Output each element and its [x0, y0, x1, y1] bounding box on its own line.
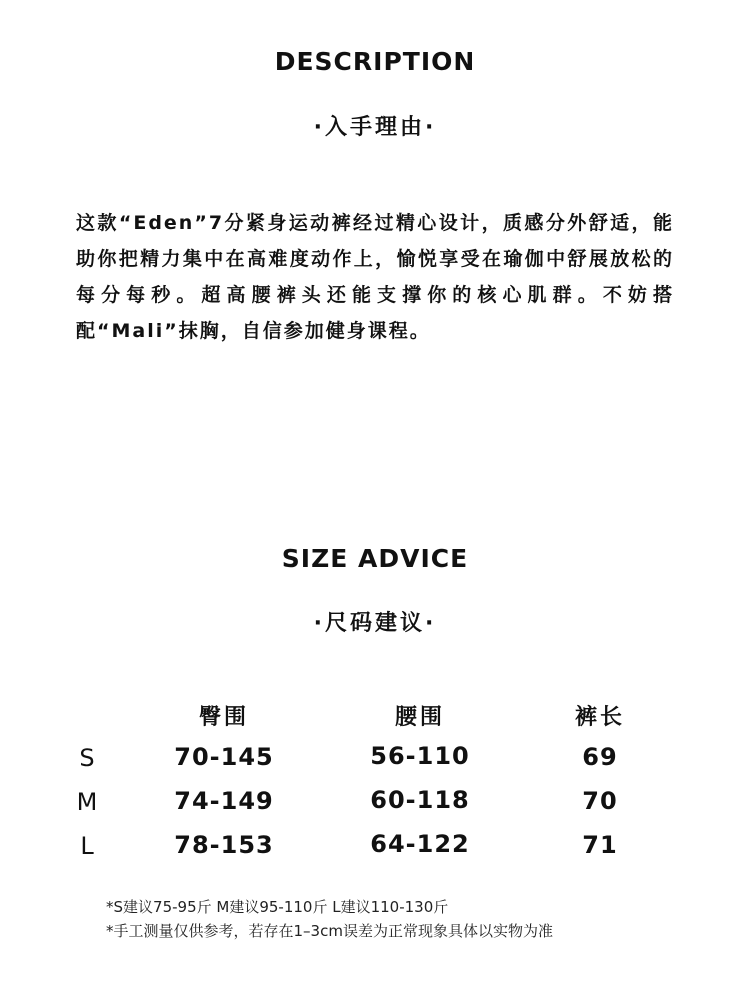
- description-subtitle: ·入手理由·: [313, 115, 437, 140]
- size-label-l: L: [80, 832, 94, 860]
- length-value-s: 69: [582, 743, 618, 771]
- size-label-m: M: [76, 788, 98, 816]
- description-body: 这款“Eden”7分紧身运动裤经过精心设计，质感分外舒适，能助你把精力集中在高难度动作上，愉悦享受在瑜伽中舒展放松的每分每秒。超高腰裤头还能支撑你的核心肌群。不妨搭配“Mali”抹胸，自信参加健身课程。: [76, 212, 674, 342]
- hip-value-l: 78-153: [174, 831, 274, 859]
- column-header-length: 裤长: [574, 705, 625, 730]
- size-advice-subtitle: ·尺码建议·: [313, 611, 437, 636]
- hip-value-s: 70-145: [174, 743, 274, 771]
- measurement-disclaimer-note: *手工测量仅供参考，若存在1–3cm误差为正常现象具体以实物为准: [106, 922, 553, 940]
- size-recommendation-note: *S建议75-95斤 M建议95-110斤 L建议110-130斤: [106, 898, 449, 916]
- waist-value-s: 56-110: [370, 742, 470, 770]
- waist-value-l: 64-122: [370, 830, 470, 858]
- hip-value-m: 74-149: [174, 787, 274, 815]
- waist-value-m: 60-118: [370, 786, 470, 814]
- size-notes: [106, 895, 706, 943]
- column-header-hip: 臀围: [198, 705, 249, 730]
- description-title: DESCRIPTION: [274, 47, 476, 76]
- size-advice-title: SIZE ADVICE: [281, 544, 469, 573]
- length-value-m: 70: [582, 787, 618, 815]
- column-header-waist: 腰围: [394, 705, 445, 730]
- length-value-l: 71: [582, 831, 618, 859]
- size-label-s: S: [79, 744, 95, 772]
